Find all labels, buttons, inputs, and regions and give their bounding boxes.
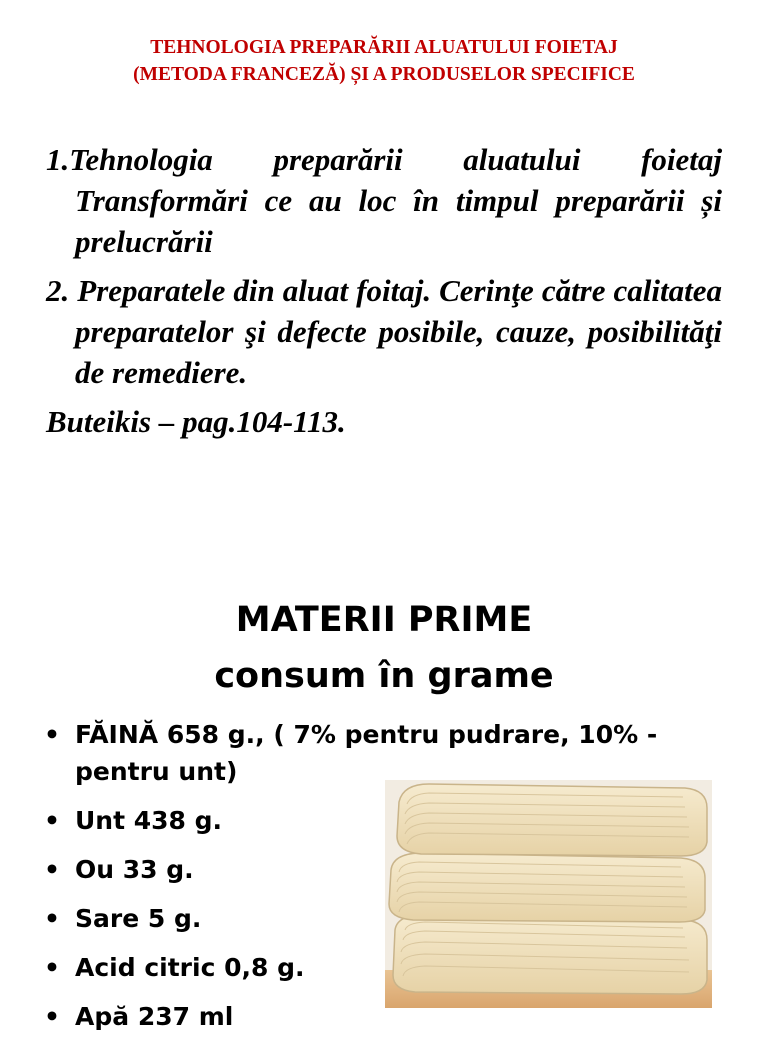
ingredient-text: Sare 5 g. <box>75 904 202 933</box>
topics-list <box>46 139 722 450</box>
title-line-2: (METODA FRANCEZĂ) ȘI A PRODUSELOR SPECIFICE <box>133 64 635 85</box>
ingredient-item <box>44 716 684 790</box>
title-line-1: TEHNOLOGIA PREPARĂRII ALUATULUI FOIETAJ <box>150 37 618 58</box>
materials-title: MATERII PRIME <box>235 600 533 640</box>
bullet-icon: • <box>44 953 60 982</box>
topic-item-1: 1.Tehnologia preparării aluatului foietaj Transformări ce au loc în timpul preparării și prelucrării <box>46 142 722 259</box>
ingredient-text: FĂINĂ 658 g., ( 7% pentru pudrare, 10% - pentru unt) <box>75 720 658 786</box>
ingredient-text: Unt 438 g. <box>75 806 223 835</box>
ingredient-text: Acid citric 0,8 g. <box>75 953 305 982</box>
bullet-icon: • <box>44 1002 60 1031</box>
bullet-icon: • <box>44 904 60 933</box>
materials-subtitle: consum în grame <box>214 656 554 696</box>
puff-pastry-icon <box>385 780 712 1008</box>
ingredient-text: Ou 33 g. <box>75 855 194 884</box>
page-title <box>0 34 768 88</box>
puff-pastry-photo <box>385 780 712 1008</box>
bullet-icon: • <box>44 806 60 835</box>
bullet-icon: • <box>44 855 60 884</box>
ingredient-text: Apă 237 ml <box>75 1002 234 1031</box>
reference-text: Buteikis – pag.104-113. <box>46 404 346 439</box>
bullet-icon: • <box>44 720 60 749</box>
topic-item-2: 2. Preparatele din aluat foitaj. Cerinţe către calitatea preparatelor şi defecte posibile, cauze, posibilităţi de remediere. <box>46 273 722 390</box>
